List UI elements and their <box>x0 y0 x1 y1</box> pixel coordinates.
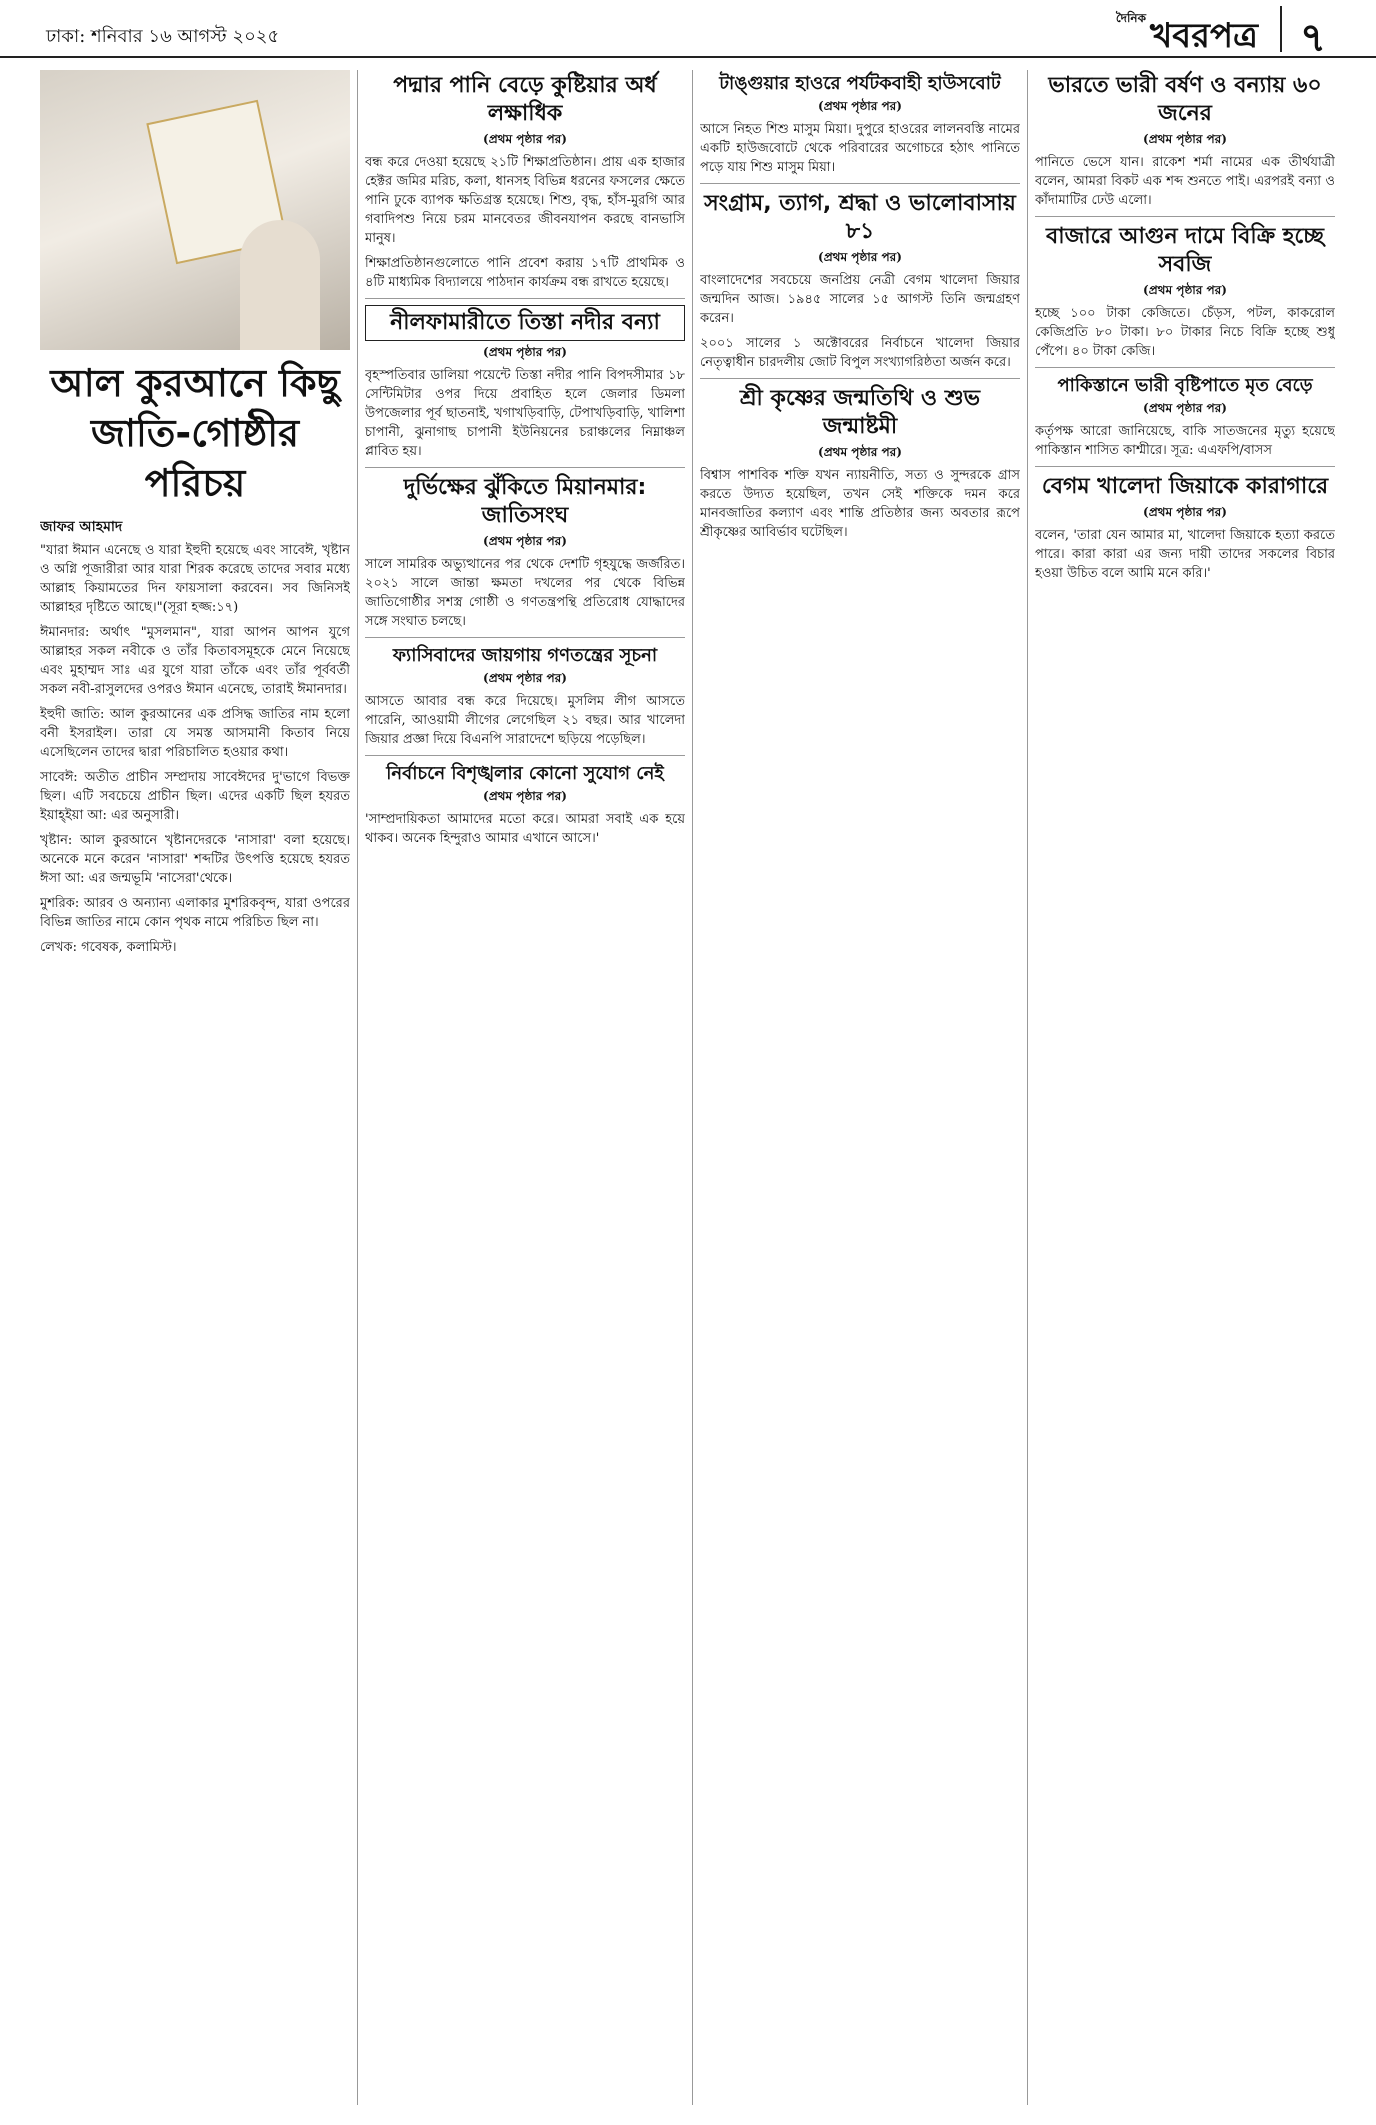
paragraph: খৃষ্টান: আল কুরআনে খৃষ্টানদেরকে 'নাসারা' বলা হয়েছে। অনেকে মনে করেন 'নাসারা' শব্দটির উৎপত্তি হয়েছে হযরত ঈসা আ: এর জন্মভূমি 'নাসেরা'থেকে। <box>40 833 350 886</box>
teesta-headline: নীলফামারীতে তিস্তা নদীর বন্যা <box>365 305 685 341</box>
hand <box>240 220 320 350</box>
paragraph: বন্ধ করে দেওয়া হয়েছে ২১টি শিক্ষাপ্রতিষ্ঠান। প্রায় এক হাজার হেক্টর জমির মরিচ, কলা, ধানসহ বিভিন্ন ধরনের ফসলের ক্ষেতে পানি ঢুকে ব্যাপক ক্ষতিগ্রস্ত হয়েছে। শিশু, বৃদ্ধ, হাঁস-মুরগি আর গবাদিপশু নিয়ে চরম মানবেতর জীবনযাপন করছে বানভাসি মানুষ। <box>365 155 685 246</box>
paragraph: বিশ্বাস পাশবিক শক্তি যখন ন্যায়নীতি, সত্য ও সুন্দরকে গ্রাস করতে উদ্যত হয়েছিল, তখন সেই শক্তিকে দমন করে মানবজাতির কল্যাণ এবং শান্তি প্রতিষ্ঠার জন্য অবতার রূপে শ্রীকৃষ্ণের আবির্ভাব ঘটেছিল। <box>700 468 1020 540</box>
paragraph: লেখক: গবেষক, কলামিস্ট। <box>40 940 177 955</box>
author: জাফর আহমাদ <box>40 519 123 535</box>
paragraph: ঈমানদার: অর্থাৎ "মুসলমান", যারা আপন আপন যুগে আল্লাহর সকল নবীকে ও তাঁর কিতাবসমূহকে মেনে নিয়েছে এবং মুহাম্মদ সাঃ এর যুগে যারা তাঁকে এবং তাঁর পূর্ববর্তী সকল নবী-রাসুলদের ওপরও ঈমান এনেছে, তারাই ঈমানদার। <box>40 625 350 697</box>
column-4 <box>1035 70 1335 2105</box>
continued-label: (প্রথম পৃষ্ঠার পর) <box>483 534 567 548</box>
myanmar-headline: দুর্ভিক্ষের ঝুঁকিতে মিয়ানমার: জাতিসংঘ <box>403 475 647 528</box>
pakistan-headline: পাকিস্তানে ভারী বৃষ্টিপাতে মৃত বেড়ে <box>1057 375 1313 396</box>
paragraph: মুশরিক: আরব ও অন্যান্য এলাকার মুশরিকবৃন্দ, যারা ওপরের বিভিন্ন জাতির নামে কোন পৃথক নামে পরিচিত ছিল না। <box>40 896 350 930</box>
khaleda-headline: বেগম খালেদা জিয়াকে কারাগারে <box>1041 474 1329 499</box>
divider <box>1035 367 1335 368</box>
divider <box>365 637 685 638</box>
paragraph: বৃহস্পতিবার ডালিয়া পয়েন্টে তিস্তা নদীর পানি বিপদসীমার ১৮ সেন্টিমিটার ওপর দিয়ে প্রবাহিত হলে জেলার ডিমলা উপজেলার পূর্ব ছাতনাই, খগাখড়িবাড়ি, টেপাখড়িবাড়ি, খালিশা চাপানী, ঝুনাগাছ চাপানী ইউনিয়নের চরাঞ্চলের নিম্নাঞ্চল প্লাবিত হয়। <box>365 368 685 459</box>
divider <box>700 378 1020 379</box>
continued-label: (প্রথম পৃষ্ঠার পর) <box>818 445 902 459</box>
paragraph: বলেন, 'তারা যেন আমার মা, খালেদা জিয়াকে হত্যা করতে পারে। কারা কারা এর জন্য দায়ী তাদের সকলের বিচার হওয়া উচিত বলে আমি মনে করি।' <box>1035 528 1335 581</box>
paragraph: কর্তৃপক্ষ আরো জানিয়েছে, বাকি সাতজনের মৃত্যু হয়েছে পাকিস্তান শাসিত কাশ্মীরে। সূত্র: এএফপি/বাসস <box>1035 424 1335 458</box>
continued-label: (প্রথম পৃষ্ঠার পর) <box>483 671 567 685</box>
quran-reading-photo <box>40 70 350 350</box>
brand-name: খবরপত্র <box>1149 16 1258 56</box>
column-rule <box>357 70 358 2105</box>
newspaper-logo <box>1116 10 1258 67</box>
continued-label: (প্রথম পৃষ্ঠার পর) <box>1143 132 1227 146</box>
paragraph: শিক্ষাপ্রতিষ্ঠানগুলোতে পানি প্রবেশ করায় ১৭টি প্রাথমিক ও ৪টি মাধ্যমিক বিদ্যালয়ে পাঠদান কার্যক্রম বন্ধ রাখতে হয়েছে। <box>365 256 685 290</box>
election-headline: নির্বাচনে বিশৃঙ্খলার কোনো সুযোগ নেই <box>386 763 664 784</box>
divider <box>1035 466 1335 467</box>
houseboat-headline: টাঙ্গুয়ার হাওরে পর্যটকবাহী হাউসবোট <box>719 73 1001 94</box>
divider <box>365 298 685 299</box>
paragraph: ইহুদী জাতি: আল কুরআনের এক প্রসিদ্ধ জাতির নাম হলো বনী ইসরাইল। তারা যে সমস্ত আসমানী কিতাব নিয়ে এসেছিলেন তাদের দ্বারা পরিচালিত হওয়ার কথা। <box>40 707 350 760</box>
column-3 <box>700 70 1020 2105</box>
continued-label: (প্রথম পৃষ্ঠার পর) <box>483 789 567 803</box>
paragraph: 'সাম্প্রদায়িকতা আমাদের মতো করে। আমরা সবাই এক হয়ে থাকব। অনেক হিন্দুরাও আমার এখানে আসে।' <box>365 812 685 846</box>
continued-label: (প্রথম পৃষ্ঠার পর) <box>483 345 567 359</box>
paragraph: পানিতে ভেসে যান। রাকেশ শর্মা নামের এক তীর্থযাত্রী বলেন, আমরা বিকট এক শব্দ শুনতে পাই। এরপরই বন্যা ও কাঁদামাটির ঢেউ এলো। <box>1035 155 1335 208</box>
divider <box>365 755 685 756</box>
brand-small: দৈনিক <box>1115 11 1146 25</box>
paragraph: হচ্ছে ১০০ টাকা কেজিতে। চেঁড়স, পটল, কাকরোল কেজিপ্রতি ৮০ টাকা। ৮০ টাকার নিচে বিক্রি হচ্ছে শুধু পেঁপে। ৪০ টাকা কেজি। <box>1035 306 1335 359</box>
divider <box>700 183 1020 184</box>
continued-label: (প্রথম পৃষ্ঠার পর) <box>818 250 902 264</box>
paragraph: ২০০১ সালের ১ অক্টোবরের নির্বাচনে খালেদা জিয়ার নেতৃত্বাধীন চারদলীয় জোট বিপুল সংখ্যাগরিষ্ঠতা অর্জন করে। <box>700 336 1020 370</box>
continued-label: (প্রথম পৃষ্ঠার পর) <box>1143 401 1227 415</box>
dateline: ঢাকা: শনিবার ১৬ আগস্ট ২০২৫ <box>46 26 280 47</box>
continued-label: (প্রথম পৃষ্ঠার পর) <box>1143 505 1227 519</box>
column-2 <box>365 70 685 2105</box>
continued-label: (প্রথম পৃষ্ঠার পর) <box>818 99 902 113</box>
divider <box>1035 216 1335 217</box>
masthead <box>0 0 1376 61</box>
paragraph: আসতে আবার বন্ধ করে দিয়েছে। মুসলিম লীগ আসতে পারেনি, আওয়ামী লীগের লেগেছিল ২১ বছর। আর খালেদা জিয়ার প্রজ্ঞা দিয়ে বিএনপি সারাদেশে ছড়িয়ে পড়েছিল। <box>365 694 685 747</box>
paragraph: সালে সামরিক অভ্যুত্থানের পর থেকে দেশটি গৃহযুদ্ধে জর্জরিত। ২০২১ সালে জান্তা ক্ষমতা দখলের পর থেকে বিভিন্ন জাতিগোষ্ঠীর সশস্ত্র গোষ্ঠী ও গণতন্ত্রপন্থি প্রতিরোধ যোদ্ধাদের সঙ্গে সংঘাত চলছে। <box>365 557 685 629</box>
fascism-headline: ফ্যাসিবাদের জায়গায় গণতন্ত্রের সূচনা <box>392 645 658 666</box>
continued-label: (প্রথম পৃষ্ঠার পর) <box>1143 283 1227 297</box>
janmashtami-headline: শ্রী কৃষ্ণের জন্মতিথি ও শুভ জন্মাষ্টমী <box>739 386 981 439</box>
paragraph: সাবেঈ: অতীত প্রাচীন সম্প্রদায় সাবেঈদের দু'ভাগে বিভক্ত ছিল। এটি সবচেয়ে প্রাচীন ছিল। এদের একটি ছিল হযরত ইয়াহ্‌ইয়া আ: এর অনুসারী। <box>40 770 350 823</box>
main-headline: আল কুরআনে কিছু জাতি-গোষ্ঠীর পরিচয় <box>50 361 340 505</box>
paragraph: "যারা ঈমান এনেছে ও যারা ইহুদী হয়েছে এবং সাবেঈ, খৃষ্টান ও অগ্নি পূজারীরা আর যারা শিরক করেছে তাদের সবার মধ্যে আল্লাহ কিয়ামতের দিন ফায়সালা করবেন। সব জিনিসই আল্লাহর দৃষ্টিতে আছে।"(সূরা হজ্জ:১৭) <box>40 543 350 615</box>
struggle-headline: সংগ্রাম, ত্যাগ, শ্রদ্ধা ও ভালোবাসায় ৮১ <box>704 191 1016 244</box>
divider <box>365 467 685 468</box>
column-rule <box>1027 70 1028 2105</box>
continued-label: (প্রথম পৃষ্ঠার পর) <box>483 132 567 146</box>
padma-headline: পদ্মার পানি বেড়ে কুষ্টিয়ার অর্ধ লক্ষাধিক <box>393 73 657 126</box>
page-number: ৭ <box>1280 6 1326 52</box>
column-rule <box>692 70 693 2105</box>
india-headline: ভারতে ভারী বর্ষণ ও বন্যায় ৬০ জনের <box>1048 73 1322 126</box>
paragraph: বাংলাদেশের সবচেয়ে জনপ্রিয় নেত্রী বেগম খালেদা জিয়ার জন্মদিন আজ। ১৯৪৫ সালের ১৫ আগস্ট তিনি জন্মগ্রহণ করেন। <box>700 273 1020 326</box>
paragraph: আসে নিহত শিশু মাসুম মিয়া। দুপুরে হাওরের লালনবস্তি নামের একটি হাউজবোটে থেকে পরিবারের অগোচরে হঠাৎ পানিতে পড়ে যায় শিশু মাসুম মিয়া। <box>700 122 1020 175</box>
column-1 <box>40 70 350 2105</box>
market-headline: বাজারে আগুন দামে বিক্রি হচ্ছে সবজি <box>1045 224 1324 277</box>
